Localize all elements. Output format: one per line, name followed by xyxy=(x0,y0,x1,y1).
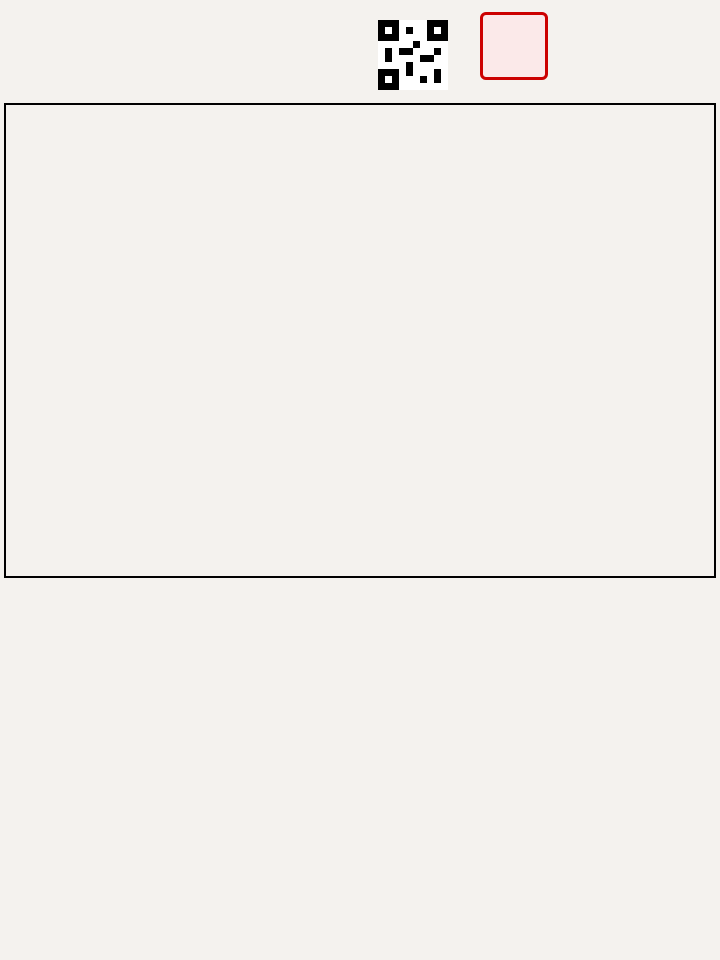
qr-code-icon xyxy=(378,20,448,90)
chart-panel xyxy=(4,103,716,578)
seal-logo-icon xyxy=(480,12,548,80)
